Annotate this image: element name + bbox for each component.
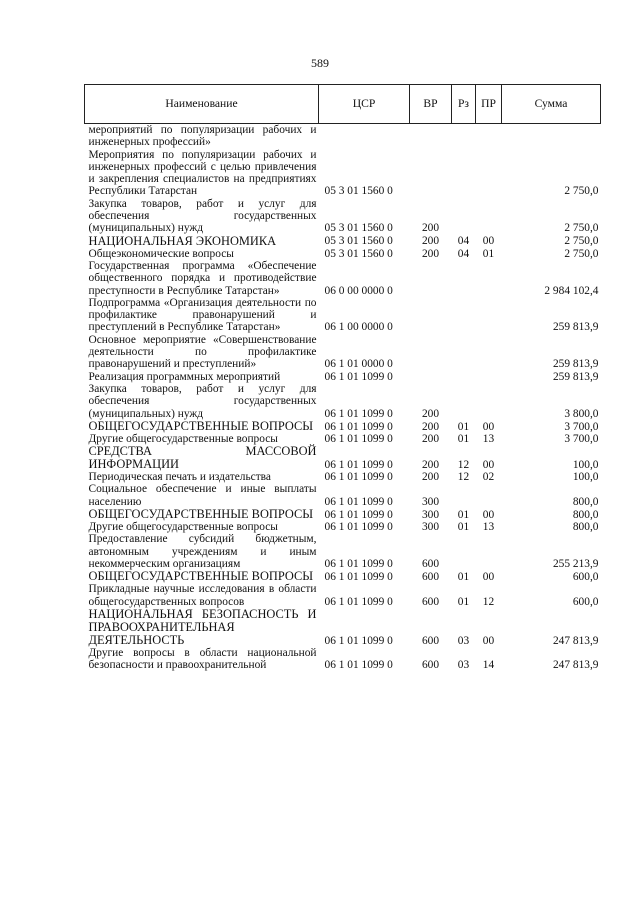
- row-name: Подпрограмма «Организация деятельности по профилактике правонарушений и преступлений в Республике Татарстан»: [88, 296, 317, 334]
- row-name: ОБЩЕГОСУДАРСТВЕННЫЕ ВОПРОСЫ: [88, 418, 314, 433]
- table-row: [85, 608, 601, 647]
- row-csr: 06 1 01 1099 0: [324, 432, 393, 445]
- table-body: [85, 124, 601, 672]
- row-rz: 01: [457, 521, 470, 534]
- row-csr: 06 1 00 0000 0: [324, 321, 393, 334]
- row-name: ОБЩЕГОСУДАРСТВЕННЫЕ ВОПРОСЫ: [88, 569, 314, 584]
- row-sum: 3 700,0: [564, 420, 599, 433]
- table-row: [85, 420, 601, 433]
- row-sum: 600,0: [572, 570, 599, 583]
- row-sum: 247 813,9: [552, 659, 599, 672]
- table-row: [85, 124, 601, 149]
- row-sum: 100,0: [572, 458, 599, 471]
- row-pr: [476, 260, 502, 297]
- table-row: [85, 508, 601, 521]
- row-pr: 02: [482, 471, 495, 484]
- row-sum: 259 813,9: [552, 321, 599, 334]
- row-rz: 12: [457, 471, 470, 484]
- row-rz: [452, 260, 476, 297]
- row-vr: 300: [421, 508, 440, 521]
- row-csr: 06 1 01 1099 0: [324, 521, 393, 534]
- row-rz: 01: [457, 432, 470, 445]
- row-pr: [476, 198, 502, 235]
- row-name: Предоставление субсидий бюджетным, автономным учреждениям и иным некоммерческим организациям: [88, 533, 317, 570]
- table-row: [85, 647, 601, 672]
- row-pr: [476, 124, 502, 149]
- row-rz: 03: [457, 634, 470, 647]
- row-sum: 2 750,0: [564, 235, 599, 248]
- row-vr: 200: [421, 458, 440, 471]
- row-vr: 200: [421, 222, 440, 235]
- row-pr: 00: [482, 570, 495, 583]
- budget-table-container: [84, 84, 600, 671]
- row-rz: [452, 149, 476, 198]
- row-csr: 06 1 01 1099 0: [324, 634, 393, 647]
- row-vr: 600: [421, 634, 440, 647]
- row-name: Закупка товаров, работ и услуг для обеспечения государственных (муниципальных) нужд: [88, 382, 317, 420]
- row-pr: 13: [482, 432, 495, 445]
- row-rz: [452, 533, 476, 570]
- table-row: [85, 483, 601, 508]
- row-pr: 00: [482, 458, 495, 471]
- table-row: [85, 471, 601, 483]
- row-rz: 04: [457, 235, 470, 248]
- row-sum: 259 813,9: [552, 370, 599, 383]
- row-pr: 00: [482, 235, 495, 248]
- header-sum: Сумма: [502, 85, 601, 124]
- row-name: Социальное обеспечение и иные выплаты населению: [88, 483, 317, 508]
- table-row: [85, 383, 601, 420]
- row-pr: 14: [482, 659, 495, 672]
- row-pr: 12: [482, 595, 495, 608]
- row-sum: 800,0: [572, 521, 599, 534]
- row-sum: 800,0: [572, 508, 599, 521]
- page-number: 589: [311, 56, 329, 70]
- row-csr: 05 3 01 1560 0: [324, 247, 393, 260]
- table-row: [85, 198, 601, 235]
- row-csr: [319, 124, 410, 149]
- row-rz: [452, 371, 476, 383]
- row-name: НАЦИОНАЛЬНАЯ ЭКОНОМИКА: [88, 233, 277, 248]
- table-row: [85, 521, 601, 533]
- row-name: мероприятий по популяризации рабочих и инженерных профессий»: [88, 124, 317, 149]
- row-sum: 2 750,0: [564, 185, 599, 198]
- header-name: Наименование: [85, 85, 319, 124]
- row-vr: 300: [421, 495, 440, 508]
- row-pr: 00: [482, 634, 495, 647]
- row-vr: [410, 371, 452, 383]
- row-vr: 600: [421, 557, 440, 570]
- row-vr: 600: [421, 595, 440, 608]
- row-sum: 3 800,0: [564, 407, 599, 420]
- row-csr: 06 1 01 1099 0: [324, 595, 393, 608]
- row-vr: 200: [421, 471, 440, 484]
- row-sum: 2 750,0: [564, 247, 599, 260]
- row-rz: [452, 334, 476, 371]
- row-pr: [476, 297, 502, 334]
- table-row: [85, 149, 601, 198]
- row-sum: 259 813,9: [552, 358, 599, 371]
- row-sum: 255 213,9: [552, 557, 599, 570]
- row-pr: 00: [482, 420, 495, 433]
- row-rz: 01: [457, 420, 470, 433]
- row-sum: 2 984 102,4: [544, 284, 599, 297]
- table-row: [85, 235, 601, 248]
- row-vr: 200: [421, 420, 440, 433]
- row-name: НАЦИОНАЛЬНАЯ БЕЗОПАСНОСТЬ И ПРАВООХРАНИТЕЛЬНАЯ ДЕЯТЕЛЬНОСТЬ: [88, 606, 317, 647]
- row-vr: 200: [421, 247, 440, 260]
- row-name: Другие вопросы в области национальной безопасности и правоохранительной: [88, 646, 317, 672]
- row-name: Мероприятия по популяризации рабочих и инженерных профессий с целью привлечения и закрепления специалистов на предприятиях Республики Татарстан: [88, 148, 317, 198]
- table-row: [85, 297, 601, 334]
- row-rz: 01: [457, 595, 470, 608]
- row-vr: 600: [421, 659, 440, 672]
- row-name: СРЕДСТВА МАССОВОЙ ИНФОРМАЦИИ: [88, 444, 317, 472]
- row-name: Прикладные научные исследования в области общегосударственных вопросов: [88, 583, 317, 608]
- table-row: [85, 445, 601, 471]
- row-name: Закупка товаров, работ и услуг для обеспечения государственных (муниципальных) нужд: [88, 197, 317, 235]
- row-name: Реализация программных мероприятий: [88, 370, 281, 383]
- header-pr: ПР: [476, 85, 502, 124]
- row-csr: 06 1 01 0000 0: [324, 358, 393, 371]
- row-vr: [410, 149, 452, 198]
- row-vr: 200: [421, 432, 440, 445]
- row-csr: 06 1 01 1099 0: [324, 370, 393, 383]
- row-csr: 06 1 01 1099 0: [324, 495, 393, 508]
- row-pr: [476, 533, 502, 570]
- row-sum: 3 700,0: [564, 432, 599, 445]
- row-csr: 06 1 01 1099 0: [324, 407, 393, 420]
- row-pr: 01: [482, 247, 495, 260]
- row-sum: 100,0: [572, 471, 599, 484]
- row-csr: 06 1 01 1099 0: [324, 471, 393, 484]
- row-vr: [410, 260, 452, 297]
- table-row: [85, 371, 601, 383]
- row-vr: 200: [421, 235, 440, 248]
- row-csr: 06 1 01 1099 0: [324, 508, 393, 521]
- row-name: Общеэкономические вопросы: [88, 247, 234, 260]
- row-name: Государственная программа «Обеспечение общественного порядка и противодействие преступности в Республике Татарстан»: [88, 259, 317, 297]
- row-csr: 06 0 00 0000 0: [324, 284, 393, 297]
- row-name: Периодическая печать и издательства: [88, 471, 271, 484]
- row-vr: 300: [421, 521, 440, 534]
- row-vr: [410, 297, 452, 334]
- row-pr: [476, 371, 502, 383]
- row-csr: 05 3 01 1560 0: [324, 185, 393, 198]
- table-row: [85, 248, 601, 260]
- row-rz: 03: [457, 659, 470, 672]
- row-name: Другие общегосударственные вопросы: [88, 432, 278, 445]
- row-pr: [476, 383, 502, 420]
- budget-table: [84, 84, 601, 671]
- row-rz: [452, 297, 476, 334]
- row-rz: [452, 198, 476, 235]
- table-row: [85, 334, 601, 371]
- row-sum: 600,0: [572, 595, 599, 608]
- table-row: [85, 260, 601, 297]
- row-name: ОБЩЕГОСУДАРСТВЕННЫЕ ВОПРОСЫ: [88, 507, 314, 522]
- row-pr: [476, 483, 502, 508]
- row-csr: 06 1 01 1099 0: [324, 420, 393, 433]
- table-header: [85, 85, 601, 124]
- row-sum: 247 813,9: [552, 634, 599, 647]
- row-sum: 2 750,0: [564, 222, 599, 235]
- row-csr: 06 1 01 1099 0: [324, 659, 393, 672]
- row-vr: 600: [421, 570, 440, 583]
- header-rz: Рз: [452, 85, 476, 124]
- row-rz: 01: [457, 508, 470, 521]
- row-vr: [410, 124, 452, 149]
- row-sum: 800,0: [572, 495, 599, 508]
- row-csr: 06 1 01 1099 0: [324, 557, 393, 570]
- table-row: [85, 570, 601, 583]
- table-row: [85, 533, 601, 570]
- row-rz: [452, 383, 476, 420]
- row-csr: 06 1 01 1099 0: [324, 570, 393, 583]
- row-vr: [410, 334, 452, 371]
- row-pr: 00: [482, 508, 495, 521]
- row-csr: 05 3 01 1560 0: [324, 222, 393, 235]
- row-pr: [476, 334, 502, 371]
- row-rz: [452, 483, 476, 508]
- row-pr: 13: [482, 521, 495, 534]
- row-csr: 06 1 01 1099 0: [324, 458, 393, 471]
- row-rz: 01: [457, 570, 470, 583]
- row-csr: 05 3 01 1560 0: [324, 235, 393, 248]
- table-row: [85, 583, 601, 608]
- row-sum: [502, 124, 601, 149]
- row-name: Основное мероприятие «Совершенствование деятельности по профилактике правонарушений и преступлений»: [88, 333, 317, 371]
- header-vr: ВР: [410, 85, 452, 124]
- header-csr: ЦСР: [319, 85, 410, 124]
- row-rz: 04: [457, 247, 470, 260]
- row-name: Другие общегосударственные вопросы: [88, 521, 278, 534]
- row-vr: 200: [421, 407, 440, 420]
- row-rz: 12: [457, 458, 470, 471]
- row-rz: [452, 124, 476, 149]
- row-pr: [476, 149, 502, 198]
